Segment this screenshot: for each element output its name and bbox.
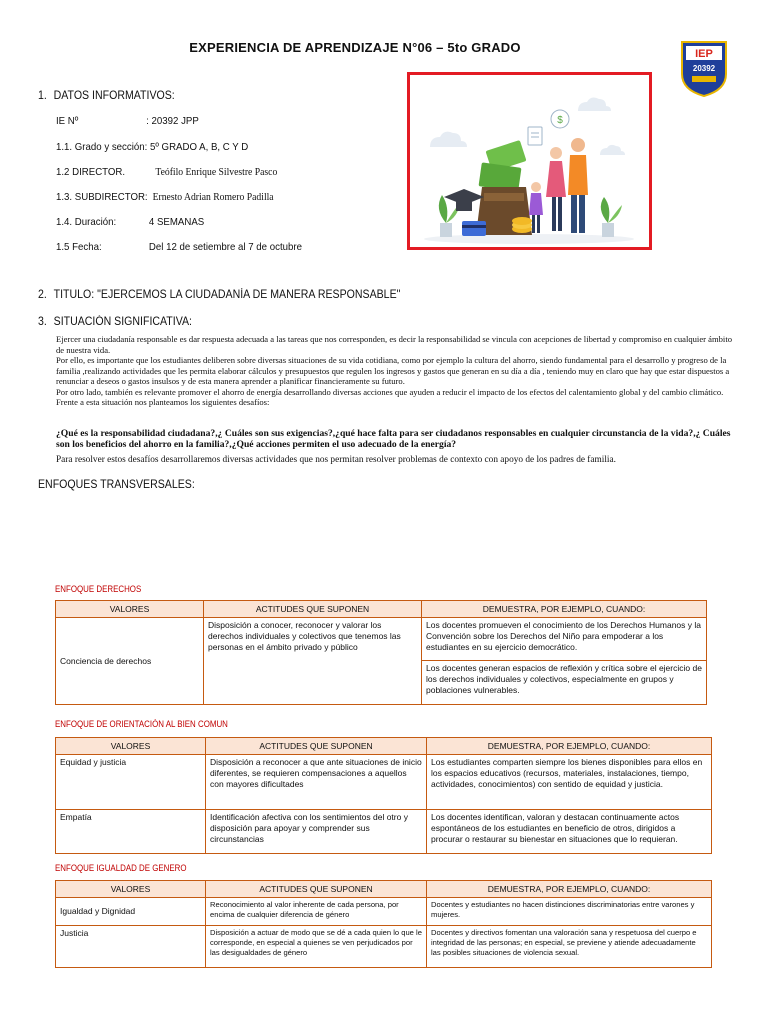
situacion-paragraph: Ejercer una ciudadanía responsable es dar respuesta adecuada a las tareas que nos corresponden, es decir la responsabilidad se vincula con acepciones de libertad y compromiso en cualquier ámbito de nuestra vida. — [56, 334, 733, 355]
savings-illustration — [407, 72, 652, 250]
info-grado: 1.1. Grado y sección: 5º GRADO A, B, C Y D — [56, 141, 249, 153]
ejemplo-cell: Los docentes promueven el conocimiento de los Derechos Humanos y la Convención sobre los Derechos del Niño para empoderar a los estudiantes en su ejercicio democrático. — [422, 618, 707, 661]
col-header-demuestra: DEMUESTRA, POR EJEMPLO, CUANDO: — [427, 881, 712, 898]
table-header-row — [56, 738, 712, 755]
table-row — [56, 618, 707, 661]
situacion-paragraph: Por otro lado, también es relevante promover el ahorro de energía desarrollando diversas acciones que ayuden a reducir el impacto de los efectos del calentamiento global y del cambio climático. — [56, 386, 724, 397]
school-logo — [680, 40, 728, 98]
closing-text: Para resolver estos desafíos desarrollaremos diversas actividades que nos permitan resolver problemas de contexto con apoyo de los padres de familia. — [56, 455, 616, 465]
info-subdirector: 1.3. SUBDIRECTOR: Ernesto Adrian Romero Padilla — [56, 191, 274, 203]
enfoques-heading: ENFOQUES TRANSVERSALES: — [38, 479, 195, 491]
actitud-cell: Reconocimiento al valor inherente de cada persona, por encima de cualquier diferencia de género — [206, 898, 427, 926]
situacion-heading: 3. SITUACIÓN SIGNIFICATIVA: — [38, 316, 192, 328]
actitud-cell: Disposición a reconocer a que ante situaciones de inicio diferentes, se requieren compensaciones a aquellos con mayores dificultades — [206, 755, 427, 810]
table-header-row — [56, 601, 707, 618]
enfoque-bien-comun-title: ENFOQUE DE ORIENTACIÓN AL BIEN COMUN — [55, 719, 228, 729]
enfoque-genero-title: ENFOQUE IGUALDAD DE GENERO — [55, 863, 187, 873]
ejemplo-cell: Los docentes generan espacios de reflexión y crítica sobre el ejercicio de los derechos individuales y colectivos, especialmente en grupos y poblaciones vulnerables. — [422, 661, 707, 705]
col-header-valores: VALORES — [56, 601, 204, 618]
situacion-text — [56, 334, 732, 408]
valor-cell: Empatía — [56, 810, 206, 854]
svg-text:20392: 20392 — [692, 64, 716, 73]
valor-cell: Igualdad y Dignidad — [56, 898, 206, 926]
info-director: 1.2 DIRECTOR. Teófilo Enrique Silvestre Pasco — [56, 166, 278, 178]
page-title: EXPERIENCIA DE APRENDIZAJE N°06 – 5to GRADO — [189, 40, 521, 55]
table-header-row — [56, 881, 712, 898]
situacion-paragraph: Frente a esta situación nos planteamos los siguientes desafíos: — [56, 397, 270, 407]
table-row — [56, 926, 712, 968]
actitud-cell: Disposición a actuar de modo que se dé a cada quien lo que le corresponde, en especial a quienes se ven perjudicados por las desigualdades de género — [206, 926, 427, 968]
info-duracion: 1.4. Duración: 4 SEMANAS — [56, 216, 205, 228]
ejemplo-cell: Docentes y estudiantes no hacen distinciones discriminatorias entre varones y mujeres. — [427, 898, 712, 926]
actitud-cell: Disposición a conocer, reconocer y valorar los derechos individuales y colectivos que tenemos las personas en el ámbito privado y público — [204, 618, 422, 705]
actitud-cell: Identificación afectiva con los sentimientos del otro y disposición para apoyar y comprender sus circunstancias — [206, 810, 427, 854]
enfoque-genero-table — [55, 880, 712, 968]
svg-text:$: $ — [557, 115, 563, 126]
ejemplo-cell: Docentes y directivos fomentan una valoración sana y respetuosa del cuerpo e integridad de las personas; en especial, se previene y atiende adecuadamente las posibles situaciones de violencia sexual. — [427, 926, 712, 968]
ejemplo-cell: Los docentes identifican, valoran y destacan continuamente actos espontáneos de los estudiantes en beneficio de otros, dirigidos a procurar o restaurar su bienestar en situaciones que lo requieran. — [427, 810, 712, 854]
valor-cell: Conciencia de derechos — [56, 618, 204, 705]
table-row — [56, 898, 712, 926]
col-header-valores: VALORES — [56, 881, 206, 898]
col-header-actitudes: ACTITUDES QUE SUPONEN — [206, 738, 427, 755]
col-header-actitudes: ACTITUDES QUE SUPONEN — [206, 881, 427, 898]
enfoque-derechos-table — [55, 600, 707, 705]
svg-text:IEP: IEP — [695, 48, 713, 60]
datos-heading: 1. DATOS INFORMATIVOS: — [38, 90, 175, 102]
col-header-demuestra: DEMUESTRA, POR EJEMPLO, CUANDO: — [427, 738, 712, 755]
info-fecha: 1.5 Fecha: Del 12 de setiembre al 7 de octubre — [56, 241, 302, 253]
valor-cell: Equidad y justicia — [56, 755, 206, 810]
col-header-actitudes: ACTITUDES QUE SUPONEN — [204, 601, 422, 618]
col-header-demuestra: DEMUESTRA, POR EJEMPLO, CUANDO: — [422, 601, 707, 618]
challenge-questions: ¿Qué es la responsabilidad ciudadana?,¿ Cuáles son sus exigencias?,¿qué hace falta para ser ciudadanos responsables en cualquier circunstancia de la vida?,¿ Cuáles son los beneficios del ahorro en la familia?,¿Qué acciones permiten el uso adecuado de la energía? — [56, 428, 731, 450]
ejemplo-cell: Los estudiantes comparten siempre los bienes disponibles para ellos en los espacios educativos (recursos, materiales, instalaciones, tiempo, actividades, conocimientos) con sentido de equidad y justicia. — [427, 755, 712, 810]
enfoque-bien-comun-table — [55, 737, 712, 854]
enfoque-derechos-title: ENFOQUE DERECHOS — [55, 584, 142, 594]
situacion-paragraph: Por ello, es importante que los estudiantes deliberen sobre diversas situaciones de su vida cotidiana, como por ejemplo la cultura del ahorro, siendo fundamental para el desarrollo y progreso de la familia ,realizando actividades que les permita elaborar cálculos y presupuestos que regulen los ingresos y gastos que generan en su día a día , teniendo muy en claro que hay que estar dispuestos a renunciar a deseos o gastos insulsos y de esta manera aprender a planificar financieramente su futuro. — [56, 355, 730, 386]
titulo-heading: 2. TITULO: "EJERCEMOS LA CIUDADANÍA DE MANERA RESPONSABLE" — [38, 289, 401, 301]
col-header-valores: VALORES — [56, 738, 206, 755]
table-row — [56, 810, 712, 854]
info-ie: IE Nº : 20392 JPP — [56, 115, 199, 127]
valor-cell: Justicia — [56, 926, 206, 968]
table-row — [56, 755, 712, 810]
